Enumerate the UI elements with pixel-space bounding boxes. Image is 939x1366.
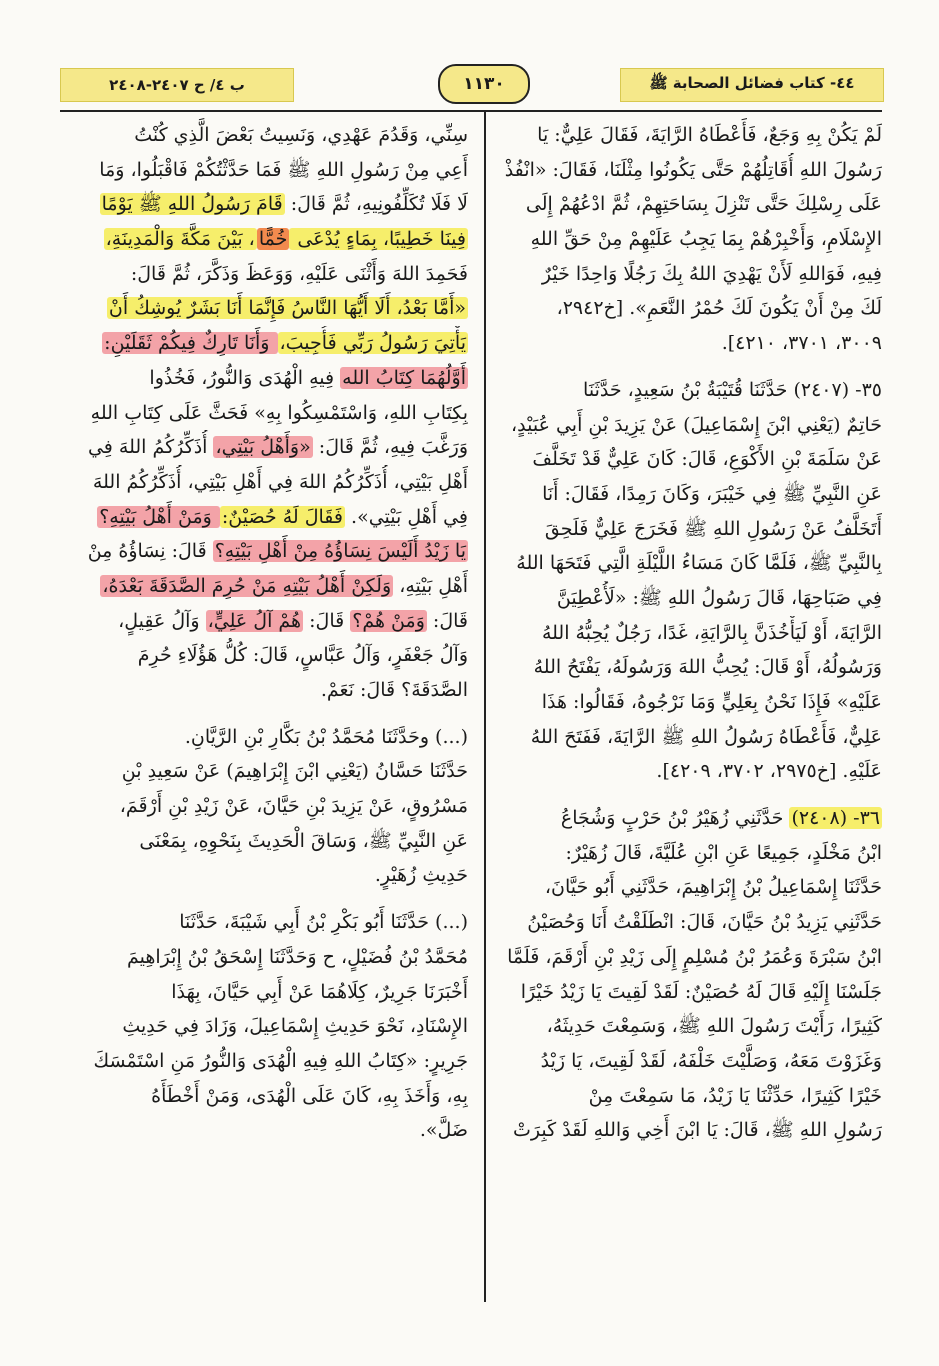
header-divider — [60, 110, 882, 112]
text-line: رَسُولَ اللهِ أُقَاتِلُهُمْ حَتَّى يَكُونُوا مِثْلَنَا، فَقَالَ: «انْفُذْ — [504, 158, 882, 181]
text-line: حَدِيثِ زُهَيْرٍ. — [374, 864, 468, 887]
highlight-yellow: ، بَيْنَ مَكَّةَ وَالْمَدِينَةِ، — [105, 228, 255, 251]
paragraph-continuation — [494, 118, 882, 361]
text-line: جَرِيرٍ: «كِتَابُ اللهِ فِيهِ الْهُدَى وَالنُّورُ مَنِ اسْتَمْسَكَ — [93, 1049, 468, 1072]
text-line: عَنِ النَّبِيِّ ﷺ فِي خَيْبَرَ، وَكَانَ رَمِدًا، فَقَالَ: أَنَا — [542, 482, 882, 505]
text-line: لَمْ يَكُنْ بِهِ وَجَعٌ، فَأَعْطَاهُ الرَّايَةَ، فَقَالَ عَلِيٌّ: يَا — [537, 124, 882, 146]
highlight-pink: وَلَكِنْ أَهْلُ بَيْتِهِ مَنْ حُرِمَ الصَّدَقَةَ بَعْدَهُ، — [102, 574, 392, 597]
highlight-orange: خُمًّا — [258, 228, 288, 251]
text-line: عَلَى رِسْلِكَ حَتَّى تَنْزِلَ بِسَاحَتِهِمْ، ثُمَّ ادْعُهُمْ إِلَى — [525, 193, 882, 216]
text-line — [56, 187, 468, 222]
text-line — [56, 430, 468, 465]
paragraph-zayd-narration — [56, 118, 468, 708]
text-line: بِكِتَابِ اللهِ، وَاسْتَمْسِكُوا بِهِ» فَحَثَّ عَلَى كِتَابِ اللهِ — [90, 401, 468, 424]
text-segment: فِيهِ الْهُدَى وَالنُّورُ، فَخُذُوا — [149, 366, 341, 389]
text-line: رَسُولِ اللهِ ﷺ، قَالَ: يَا ابْنَ أَخِي وَاللهِ لَقَدْ كَبِرَتْ — [513, 1119, 882, 1142]
text-line: مُحَمَّدُ بْنُ فُضَيْلٍ، ح وَحَدَّثَنَا إِسْحَقُ بْنُ إِبْرَاهِيمَ — [127, 945, 468, 968]
text-segment: لَا فَلَا تُكَلِّفُونِيهِ، ثُمَّ قَالَ: — [284, 193, 468, 216]
text-line: الإِسْلَامِ، وَأَخْبِرْهُمْ بِمَا يَجِبُ عَلَيْهِمْ مِنْ حَقِّ اللهِ — [530, 228, 882, 251]
highlight-pink: وَمَنْ هُمْ؟ — [352, 609, 425, 632]
text-line: أَخْبَرَنَا جَرِيرٌ، كِلَاهُمَا عَنْ أَبِي حَيَّانَ، بِهَذَا — [171, 980, 468, 1003]
text-line: أَتَخَلَّفُ عَنْ رَسُولِ اللهِ ﷺ فَخَرَجَ عَلِيٌّ فَلَحِقَ — [544, 517, 882, 540]
text-line — [56, 222, 468, 257]
text-line: حَاتِمٌ (يَعْنِي ابْنَ إِسْمَاعِيلَ) عَنْ يَزِيدَ بْنِ أَبِي عُبَيْدٍ، — [511, 413, 882, 436]
paragraph-hadith-36 — [494, 801, 882, 1148]
text-line: بِهِ، وَأَخَذَ بِهِ، كَانَ عَلَى الْهُدَى، وَمَنْ أَخْطَأَهُ — [151, 1084, 468, 1107]
highlight-yellow: يَأْتِيَ رَسُولُ رَبِّي فَأُجِيبَ، — [279, 332, 466, 355]
text-line: جَلَسْنَا إِلَيْهِ قَالَ لَهُ حُصَيْنٌ: لَقَدْ لَقِيتَ يَا زَيْدُ خَيْرًا — [520, 980, 882, 1003]
text-line: الصَّدَقَةَ؟ قَالَ: نَعَمْ. — [320, 679, 468, 701]
highlight-pink: وَأَنَا تَارِكٌ فِيكُمْ ثَقَلَيْنِ: — [104, 332, 276, 355]
text-line: فَحَمِدَ اللهَ وَأَثْنَى عَلَيْهِ، وَوَعَظَ وَذَكَّرَ، ثُمَّ قَالَ: — [130, 262, 468, 285]
text-line: الرَّايَةَ، أَوْ لَيَأْخُذَنَّ بِالرَّايَةِ، غَدًا، رَجُلٌ يُحِبُّهُ اللهُ — [541, 621, 882, 644]
text-segment: أَهْلِ بَيْتِهِ، — [393, 574, 468, 597]
text-line — [494, 801, 882, 836]
text-line: ٣٠٠٩، ٣٧٠١، ٤٢١٠]. — [721, 332, 882, 355]
text-line: ابْنُ سَبْرَةَ وَعُمَرُ بْنُ مُسْلِمٍ إِلَى زَيْدِ بْنِ أَرْقَمَ، فَلَمَّا — [507, 945, 882, 968]
highlight-yellow: فِينَا خَطِيبًا، بِمَاءٍ يُدْعَى — [291, 228, 466, 251]
text-segment: وَآلُ عَقِيلٍ، — [118, 609, 206, 632]
text-line: وَغَزَوْتَ مَعَهُ، وَصَلَّيْتَ خَلْفَهُ، لَقَدْ لَقِيتَ، يَا زَيْدُ — [540, 1049, 882, 1072]
text-line: خَيْرًا كَثِيرًا، حَدِّثْنَا يَا زَيْدُ، مَا سَمِعْتَ مِنْ — [588, 1084, 882, 1107]
highlight-pink: يَا زَيْدُ أَلَيْسَ نِسَاؤُهُ مِنْ أَهْلِ بَيْتِهِ؟ — [214, 540, 466, 563]
text-line: عَلَيْهِ» فَإِذَا نَحْنُ بِعَلِيٍّ وَمَا نَرْجُوهُ، فَقَالُوا: هَذَا — [541, 691, 882, 713]
left-column — [56, 118, 468, 1148]
text-line: بِالنَّبِيِّ ﷺ، فَلَمَّا كَانَ مَسَاءُ اللَّيْلَةِ الَّتِي فَتَحَهَا اللهُ — [516, 552, 882, 575]
text-line: أَهْلِ بَيْتِي، أُذَكِّرُكُمُ اللهَ فِي أَهْلِ بَيْتِي، أُذَكِّرُكُمُ اللهَ — [92, 470, 468, 493]
text-line: عَنِ النَّبِيِّ ﷺ، وَسَاقَ الْحَدِيثَ بِنَحْوِهِ، بِمَعْنَى — [139, 829, 468, 852]
page-number: ١١٣٠ — [438, 64, 530, 104]
text-line — [56, 361, 468, 396]
text-line: عَنْ سَلَمَةَ بْنِ الأَكْوَعِ، قَالَ: كَانَ عَلِيٌّ قَدْ تَخَلَّفَ — [532, 448, 882, 471]
text-line: حَدَّثَنَا إِسْمَاعِيلُ بْنُ إِبْرَاهِيمَ، حَدَّثَنِي أَبُو حَيَّانَ، — [544, 876, 882, 899]
text-line: أَعِي مِنْ رَسُولِ اللهِ ﷺ فَمَا حَدَّثْتُكُمْ فَاقْبَلُوا، وَمَا — [99, 158, 468, 181]
header-chapter-title: ٤٤- كتاب فضائل الصحابة ﷺ — [620, 68, 884, 102]
highlight-pink: أَوَّلُهُمَا كِتَابُ الله — [342, 366, 466, 389]
text-line — [56, 569, 468, 604]
right-column — [494, 118, 882, 1148]
column-divider — [484, 112, 486, 1302]
paragraph-third-chain — [56, 905, 468, 1148]
text-line: حَدَّثَنَا حَسَّانُ (يَعْنِي ابْنَ إِبْرَاهِيمَ) عَنْ سَعِيدِ بْنِ — [121, 760, 468, 783]
highlight-yellow: فَقَالَ لَهُ حُصَيْنٌ: — [221, 505, 344, 528]
text-segment: قَالَ: نِسَاؤُهُ مِنْ — [87, 540, 213, 563]
text-line: فِي صَبَاحِهَا، قَالَ رَسُولُ اللهِ ﷺ: «لَأُعْطِيَنَّ — [556, 586, 882, 609]
text-line — [56, 326, 468, 361]
text-line: وَرَسُولُهُ، أَوْ قَالَ: يُحِبُّ اللهَ وَرَسُولَهُ، يَفْتَحُ اللهُ — [533, 656, 882, 679]
text-segment: قَالَ: — [426, 609, 468, 632]
highlight-yellow: «أَمَّا بَعْدُ، أَلَا أَيُّهَا النَّاسُ فَإِنَّمَا أَنَا بَشَرٌ يُوشِكُ أَنْ — [108, 297, 466, 320]
text-line: مَسْرُوقٍ، عَنْ يَزِيدَ بْنِ حَيَّانَ، عَنْ زَيْدِ بْنِ أَرْقَمَ، — [119, 795, 468, 818]
text-segment: حَدَّثَنِي زُهَيْرُ بْنُ حَرْبٍ وَشُجَاعُ — [560, 807, 790, 830]
highlight-pink: هُمْ آلُ عَلِيٍّ، — [207, 609, 302, 632]
text-line — [56, 604, 468, 639]
text-line: ابْنُ مَخْلَدٍ، جَمِيعًا عَنِ ابْنِ عُلَيَّةَ، قَالَ زُهَيْرٌ: — [565, 841, 882, 864]
highlight-yellow: قَامَ رَسُولُ اللهِ ﷺ يَوْمًا — [101, 193, 283, 216]
text-line: كَثِيرًا، رَأَيْتَ رَسُولَ اللهِ ﷺ، وَسَمِعْتَ حَدِيثَهُ، — [546, 1015, 882, 1038]
text-line: ضَلَّ». — [419, 1119, 468, 1142]
text-line: (...) وحَدَّثَنَا مُحَمَّدُ بْنُ بَكَّارِ بْنِ الرَّيَّانِ. — [184, 725, 468, 748]
text-line: حَدَّثَنِي يَزِيدُ بْنُ حَيَّانَ، قَالَ: انْطَلَقْتُ أَنَا وَحُصَيْنُ — [527, 911, 882, 934]
text-line: عَلَيْهِ. [خ٢٩٧٥، ٣٧٠٢، ٤٢٠٩]. — [656, 760, 882, 783]
text-segment: فِي أَهْلِ بَيْتِي». — [345, 505, 468, 528]
text-line: عَلِيٌّ، فَأَعْطَاهُ رَسُولُ اللهِ ﷺ الرَّايَةَ، فَفَتَحَ اللهُ — [530, 725, 882, 748]
hadith-number-highlight: ٣٦- (٢٤٠٨) — [791, 807, 880, 830]
header-hadith-reference: ب ٤/ ح ٢٤٠٧-٢٤٠٨ — [60, 68, 294, 102]
text-segment: أُذَكِّرُكُمُ اللهَ فِي — [87, 436, 214, 459]
paragraph-hadith-35 — [494, 373, 882, 789]
text-line — [56, 534, 468, 569]
paragraph-second-chain — [56, 720, 468, 893]
text-line: الإِسْنَادِ، نَحْوَ حَدِيثِ إِسْمَاعِيلَ، وَزَادَ فِي حَدِيثِ — [122, 1015, 468, 1038]
text-line: وَآلُ جَعْفَرٍ، وَآلُ عَبَّاسٍ، قَالَ: كُلُّ هَؤُلَاءِ حُرِمَ — [137, 644, 468, 667]
text-line: لَكَ مِنْ أَنْ يَكُونَ لَكَ حُمْرُ النَّعَمِ». [خ٢٩٤٢، — [556, 297, 882, 320]
text-segment: قَالَ: — [303, 609, 351, 632]
text-line: (...) حَدَّثَنَا أَبُو بَكْرِ بْنُ أَبِي شَيْبَةَ، حَدَّثَنَا — [179, 911, 468, 934]
text-line — [56, 291, 468, 326]
text-line: ٣٥- (٢٤٠٧) حَدَّثَنَا قُتَيْبَةُ بْنُ سَعِيدٍ، حَدَّثَنَا — [583, 378, 882, 401]
text-segment: وَرَغَّبَ فِيهِ، ثُمَّ قَالَ: — [312, 436, 468, 459]
highlight-pink: وَمَنْ أَهْلُ بَيْتِهِ؟ — [99, 505, 218, 528]
text-line: فِيهِ، فَوَاللهِ لَأَنْ يَهْدِيَ اللهُ بِكَ رَجُلًا وَاحِدًا خَيْرٌ — [541, 262, 882, 285]
text-line: سِنِّي، وَقَدُمَ عَهْدِي، وَنَسِيتُ بَعْضَ الَّذِي كُنْتُ — [134, 124, 468, 146]
text-line — [56, 500, 468, 535]
highlight-pink: «وَأَهْلُ بَيْتِي، — [215, 436, 311, 459]
